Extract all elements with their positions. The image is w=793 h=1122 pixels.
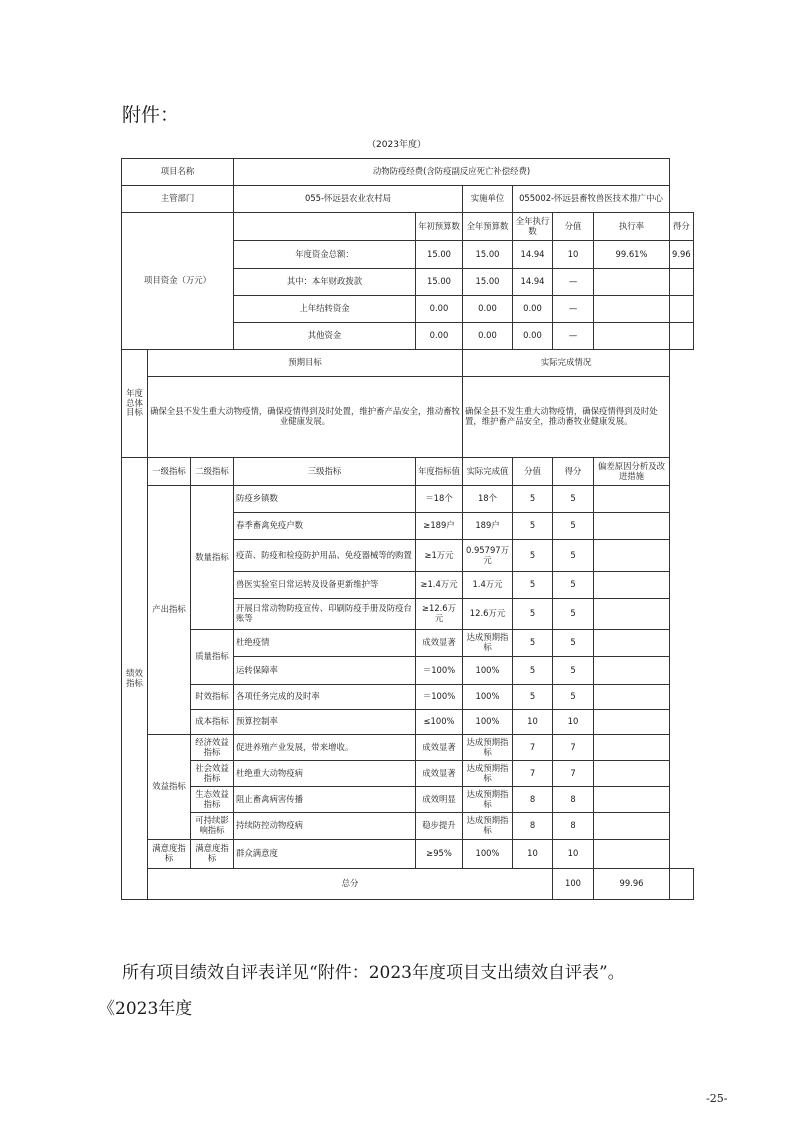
indicator-deviation: [594, 599, 670, 630]
indicator-value: 5: [513, 513, 553, 540]
indicator-target: 成效显著: [416, 761, 463, 787]
indicator-actual: 0.95797万元: [463, 540, 513, 572]
indicator-name: 兽医实验室日常运转及设备更新维护等: [234, 572, 416, 599]
indicator-score: 5: [553, 513, 594, 540]
cost-indicator-label: 成本指标: [191, 710, 234, 735]
fund-initial: 15.00: [416, 269, 463, 296]
indicator-target: 成效明显: [416, 787, 463, 813]
indicator-name: 杜绝重大动物疫病: [234, 761, 416, 787]
indicator-score: 10: [553, 710, 594, 735]
actual-result-text: 确保全县不发生重大动物疫情，确保疫情得到及时处置，维护畜产品安全，推动畜牧业健康发展。: [463, 377, 670, 458]
col-annual-budget: 全年预算数: [463, 213, 513, 241]
indicator-name: 持续防控动物疫病: [234, 813, 416, 840]
social-indicator-label: 社会效益指标: [191, 761, 234, 787]
quality-indicator-label: 质量指标: [191, 630, 234, 685]
ind-header-value: 分值: [513, 458, 553, 486]
indicator-actual: 达成预期指标: [463, 735, 513, 761]
indicator-value: 8: [513, 813, 553, 840]
fund-rate: 99.61%: [594, 241, 670, 269]
funds-header-blank: [234, 213, 416, 241]
ind-header-l1: 一级指标: [148, 458, 191, 486]
indicator-target: ≤100%: [416, 710, 463, 735]
indicator-name: 预算控制率: [234, 710, 416, 735]
fund-score-value: —: [553, 269, 594, 296]
indicator-actual: 100%: [463, 710, 513, 735]
fund-initial: 0.00: [416, 323, 463, 350]
quantity-indicator-label: 数量指标: [191, 486, 234, 630]
funds-label: 项目资金（万元）: [122, 213, 234, 350]
dept-label: 主管部门: [122, 186, 234, 213]
fund-executed: 0.00: [513, 296, 553, 323]
col-exec-rate: 执行率: [594, 213, 670, 241]
expected-goal-text: 确保全县不发生重大动物疫情，确保疫情得到及时处置，维护畜产品安全，推动畜牧业健康发展。: [148, 377, 463, 458]
indicator-name: 春季畜禽免疫户数: [234, 513, 416, 540]
indicator-score: 5: [553, 486, 594, 513]
ind-header-score: 得分: [553, 458, 594, 486]
indicator-name: 防疫乡镇数: [234, 486, 416, 513]
indicator-name: 各项任务完成的及时率: [234, 685, 416, 710]
col-score: 得分: [670, 213, 694, 241]
indicator-value: 8: [513, 787, 553, 813]
indicator-deviation: [594, 840, 670, 869]
col-initial-budget: 年初预算数: [416, 213, 463, 241]
indicator-name: 杜绝疫情: [234, 630, 416, 657]
dept-value: 055-怀远县农业农村局: [234, 186, 463, 213]
indicator-score: 5: [553, 599, 594, 630]
fund-score: [670, 296, 694, 323]
indicator-value: 5: [513, 630, 553, 657]
indicator-score: 5: [553, 540, 594, 572]
fund-executed: 0.00: [513, 323, 553, 350]
indicator-actual: 100%: [463, 685, 513, 710]
indicator-actual: 达成预期指标: [463, 787, 513, 813]
fund-score: 9.96: [670, 241, 694, 269]
indicator-deviation: [594, 630, 670, 657]
indicator-value: 5: [513, 486, 553, 513]
indicator-deviation: [594, 685, 670, 710]
indicator-value: 5: [513, 685, 553, 710]
indicator-actual: 1.4万元: [463, 572, 513, 599]
ind-header-actual: 实际完成值: [463, 458, 513, 486]
indicator-actual: 189户: [463, 513, 513, 540]
benefit-indicator-label: 效益指标: [148, 735, 191, 840]
indicator-actual: 18个: [463, 486, 513, 513]
fund-annual: 15.00: [463, 269, 513, 296]
fund-executed: 14.94: [513, 241, 553, 269]
col-score-value: 分值: [553, 213, 594, 241]
fund-annual: 0.00: [463, 323, 513, 350]
indicator-name: 阻止畜禽病害传播: [234, 787, 416, 813]
actual-result-header: 实际完成情况: [463, 350, 670, 377]
fund-row-name: 其他资金: [234, 323, 416, 350]
sustainability-indicator-label: 可持续影响指标: [191, 813, 234, 840]
indicator-value: 5: [513, 599, 553, 630]
fund-rate: [594, 269, 670, 296]
indicator-actual: 100%: [463, 840, 513, 869]
economic-indicator-label: 经济效益指标: [191, 735, 234, 761]
indicator-actual: 达成预期指标: [463, 761, 513, 787]
indicator-actual: 12.6万元: [463, 599, 513, 630]
indicator-value: 10: [513, 710, 553, 735]
year-caption: （2023年度）: [367, 140, 426, 150]
total-deviation: [670, 869, 694, 900]
indicator-target: ＝18个: [416, 486, 463, 513]
fund-annual: 15.00: [463, 241, 513, 269]
indicator-score: 8: [553, 813, 594, 840]
unit-value: 055002-怀远县畜牧兽医技术推广中心: [513, 186, 670, 213]
indicator-deviation: [594, 486, 670, 513]
timeliness-indicator-label: 时效指标: [191, 685, 234, 710]
fund-score-value: —: [553, 323, 594, 350]
fund-rate: [594, 296, 670, 323]
satisfaction-l1-label: 满意度指标: [148, 840, 191, 869]
body-paragraph: 所有项目绩效自评表详见“附件：2023年度项目支出绩效自评表”。: [122, 963, 625, 983]
indicator-actual: 达成预期指标: [463, 813, 513, 840]
indicator-score: 7: [553, 761, 594, 787]
output-indicator-label: 产出指标: [148, 486, 191, 735]
expected-goal-header: 预期目标: [148, 350, 463, 377]
indicator-target: 成效显著: [416, 630, 463, 657]
indicator-deviation: [594, 657, 670, 685]
indicator-score: 5: [553, 630, 594, 657]
indicator-score: 5: [553, 685, 594, 710]
fund-rate: [594, 323, 670, 350]
page-number: -25-: [706, 1092, 728, 1105]
body-fragment: 《2023年度: [98, 999, 193, 1019]
indicator-name: 促进养殖产业发展，带来增收。: [234, 735, 416, 761]
fund-score-value: —: [553, 296, 594, 323]
total-score: 99.96: [594, 869, 670, 900]
indicator-target: ＝100%: [416, 657, 463, 685]
indicator-target: ≥189户: [416, 513, 463, 540]
indicator-name: 开展日常动物防疫宣传、印刷防疫手册及防疫台账等: [234, 599, 416, 630]
indicator-deviation: [594, 572, 670, 599]
indicator-value: 7: [513, 761, 553, 787]
unit-label: 实施单位: [463, 186, 513, 213]
ind-header-deviation: 偏差原因分析及改进措施: [594, 458, 670, 486]
indicator-deviation: [594, 813, 670, 840]
indicator-score: 10: [553, 840, 594, 869]
indicator-deviation: [594, 735, 670, 761]
indicator-deviation: [594, 710, 670, 735]
performance-evaluation-table: [121, 158, 694, 900]
attachment-label: 附件：: [122, 104, 180, 126]
fund-executed: 14.94: [513, 269, 553, 296]
indicator-deviation: [594, 787, 670, 813]
indicator-value: 10: [513, 840, 553, 869]
indicator-value: 5: [513, 540, 553, 572]
indicator-actual: 100%: [463, 657, 513, 685]
indicator-target: ≥1.4万元: [416, 572, 463, 599]
ecological-indicator-label: 生态效益指标: [191, 787, 234, 813]
fund-row-name: 年度资金总额：: [234, 241, 416, 269]
indicator-name: 运转保障率: [234, 657, 416, 685]
fund-initial: 15.00: [416, 241, 463, 269]
indicator-score: 5: [553, 657, 594, 685]
overall-goal-label: 年度总体目标: [122, 350, 148, 458]
indicator-target: ≥12.6万元: [416, 599, 463, 630]
total-label: 总分: [148, 869, 553, 900]
fund-annual: 0.00: [463, 296, 513, 323]
indicator-name: 群众满意度: [234, 840, 416, 869]
indicator-score: 5: [553, 572, 594, 599]
fund-row-name: 其中：本年财政拨款: [234, 269, 416, 296]
satisfaction-l2-label: 满意度指标: [191, 840, 234, 869]
indicator-score: 8: [553, 787, 594, 813]
ind-header-target: 年度指标值: [416, 458, 463, 486]
project-name-label: 项目名称: [122, 159, 234, 186]
indicator-target: 成效显著: [416, 735, 463, 761]
col-executed: 全年执行数: [513, 213, 553, 241]
project-name: 动物防疫经费(含防疫副反应死亡补偿经费): [234, 159, 670, 186]
ind-header-l3: 三级指标: [234, 458, 416, 486]
indicator-value: 5: [513, 657, 553, 685]
indicator-target: ≥95%: [416, 840, 463, 869]
indicator-name: 疫苗、防疫和检疫防护用品、免疫器械等的购置: [234, 540, 416, 572]
indicator-deviation: [594, 761, 670, 787]
indicator-deviation: [594, 540, 670, 572]
indicator-value: 7: [513, 735, 553, 761]
fund-score: [670, 269, 694, 296]
fund-initial: 0.00: [416, 296, 463, 323]
indicator-target: 稳步提升: [416, 813, 463, 840]
indicator-actual: 达成预期指标: [463, 630, 513, 657]
indicators-label: 绩效指标: [122, 458, 148, 900]
fund-score-value: 10: [553, 241, 594, 269]
total-value: 100: [553, 869, 594, 900]
indicator-score: 7: [553, 735, 594, 761]
fund-row-name: 上年结转资金: [234, 296, 416, 323]
indicator-target: ≥1万元: [416, 540, 463, 572]
fund-score: [670, 323, 694, 350]
ind-header-l2: 二级指标: [191, 458, 234, 486]
indicator-value: 5: [513, 572, 553, 599]
indicator-target: ＝100%: [416, 685, 463, 710]
indicator-deviation: [594, 513, 670, 540]
